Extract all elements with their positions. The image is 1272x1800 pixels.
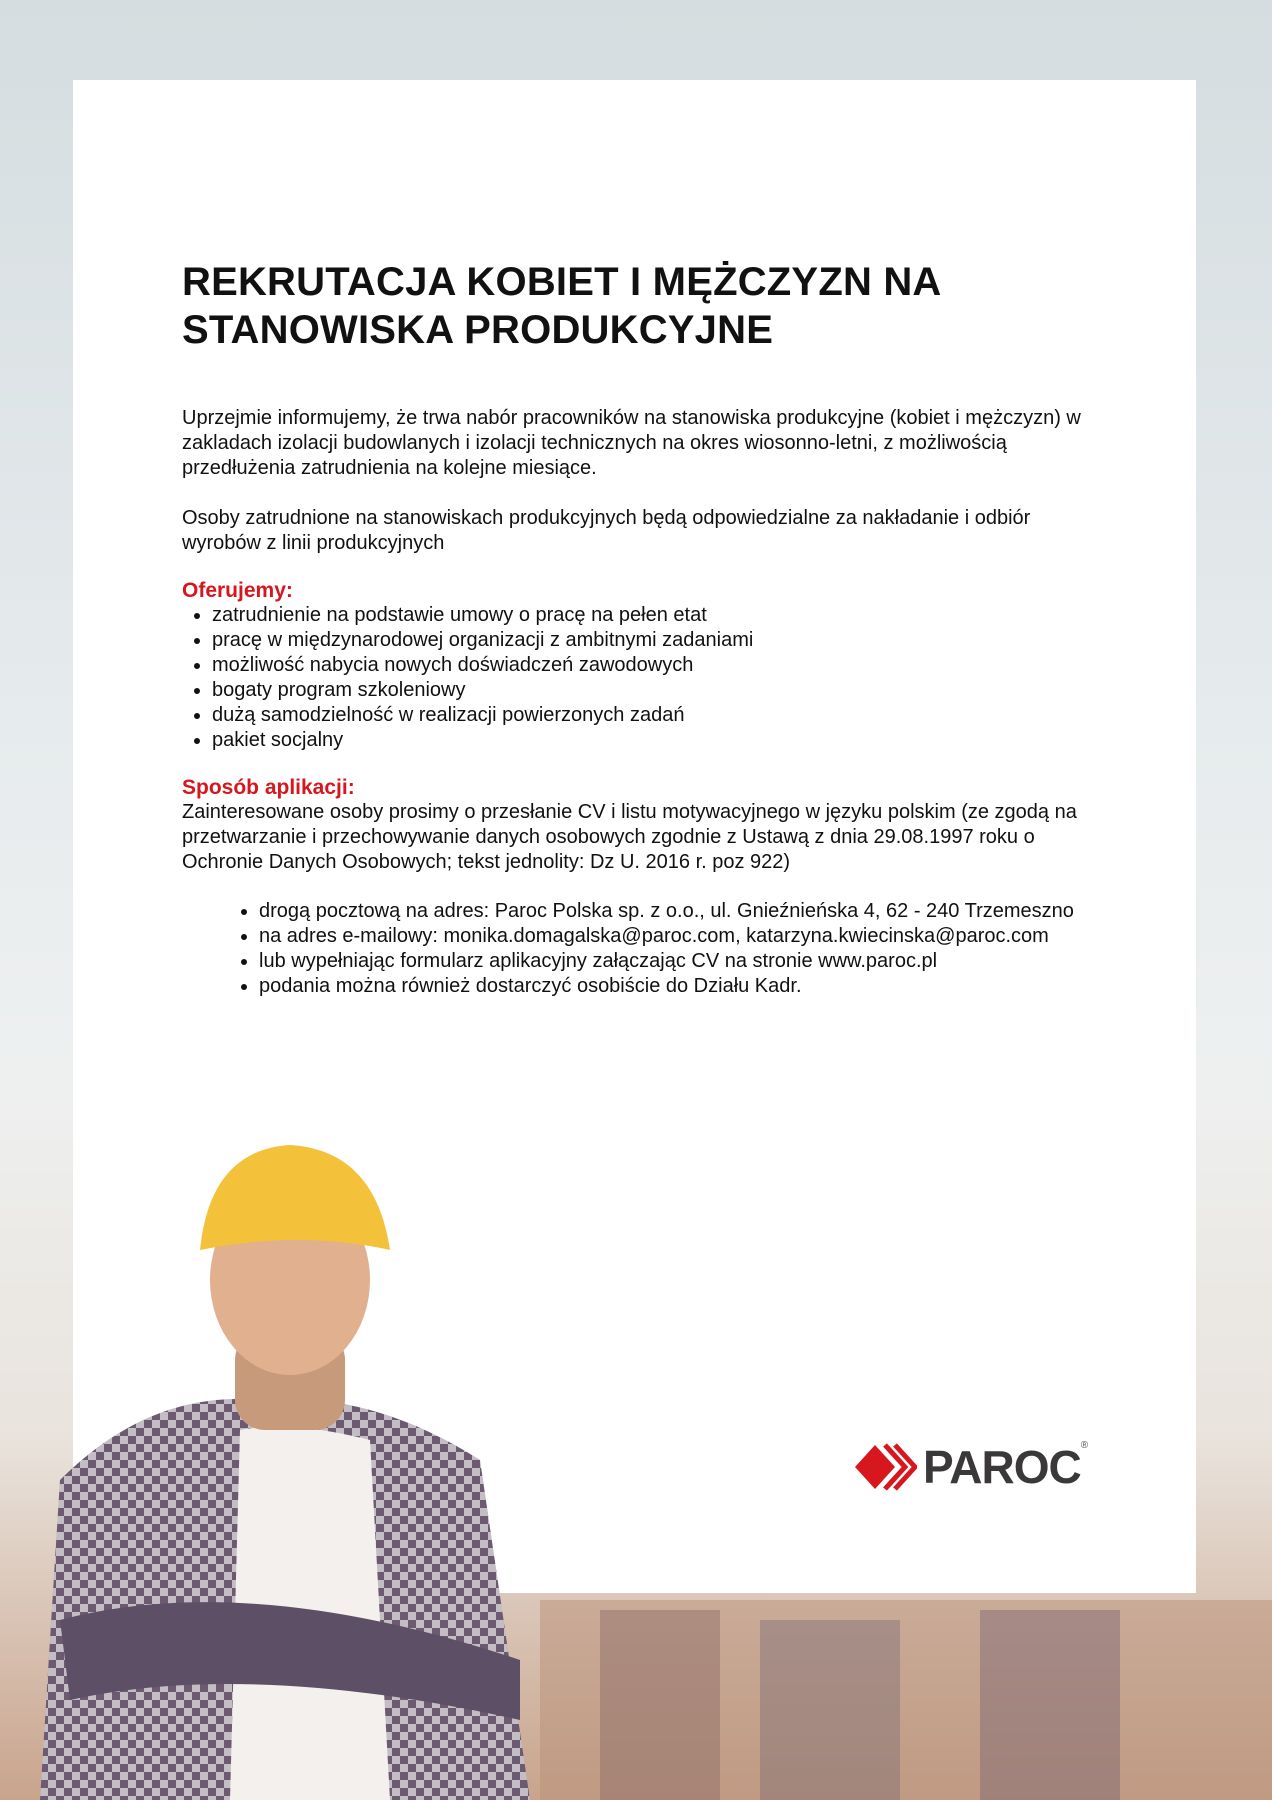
page-title: REKRUTACJA KOBIET I MĘŻCZYZN NA STANOWISKA PRODUKCYJNE bbox=[182, 260, 941, 352]
list-item: • bogaty program szkoleniowy bbox=[212, 678, 1082, 703]
offer-heading: Oferujemy: bbox=[182, 579, 293, 602]
list-item: • podania można również dostarczyć osobiście do Działu Kadr. bbox=[259, 974, 1082, 999]
document-body bbox=[182, 258, 1082, 999]
paroc-logo bbox=[855, 1440, 1088, 1494]
list-item: • pakiet socjalny bbox=[212, 728, 1082, 753]
offer-list bbox=[182, 603, 1082, 753]
logo-text: PAROC bbox=[923, 1441, 1081, 1493]
list-item: • zatrudnienie na podstawie umowy o pracę na pełen etat bbox=[212, 603, 1082, 628]
paroc-diamond-icon bbox=[855, 1441, 917, 1493]
list-item: • drogą pocztową na adres: Paroc Polska sp. z o.o., ul. Gnieźnieńska 4, 62 - 240 Trzemeszno bbox=[259, 899, 1082, 924]
apply-paragraph: Zainteresowane osoby prosimy o przesłanie CV i listu motywacyjnego w języku polskim (ze zgodą na przetwarzanie i przechowywanie danych osobowych zgodnie z Ustawą z dnia 29.08.1997 roku o Ochronie Danych Osobowych; tekst jednolity: Dz U. 2016 r. poz 922) bbox=[182, 801, 1077, 873]
list-item: • dużą samodzielność w realizacji powierzonych zadań bbox=[212, 703, 1082, 728]
apply-list bbox=[182, 899, 1082, 999]
list-item: • na adres e-mailowy: monika.domagalska@paroc.com, katarzyna.kwiecinska@paroc.com bbox=[259, 924, 1082, 949]
intro-paragraph: Uprzejmie informujemy, że trwa nabór pracowników na stanowiska produkcyjne (kobiet i mężczyzn) w zakladach izolacji budowlanych i izolacji technicznych na okres wiosonno-letni, z możliwością przedłużenia zatrudnienia na kolejne miesiące. bbox=[182, 407, 1081, 479]
list-item: • pracę w międzynarodowej organizacji z ambitnymi zadaniami bbox=[212, 628, 1082, 653]
duties-paragraph: Osoby zatrudnione na stanowiskach produkcyjnych będą odpowiedzialne za nakładanie i odbiór wyrobów z linii produkcyjnych bbox=[182, 507, 1031, 554]
registered-mark: ® bbox=[1080, 1440, 1089, 1451]
apply-heading: Sposób aplikacji: bbox=[182, 776, 355, 799]
list-item: • lub wypełniając formularz aplikacyjny załączając CV na stronie www.paroc.pl bbox=[259, 949, 1082, 974]
list-item: • możliwość nabycia nowych doświadczeń zawodowych bbox=[212, 653, 1082, 678]
